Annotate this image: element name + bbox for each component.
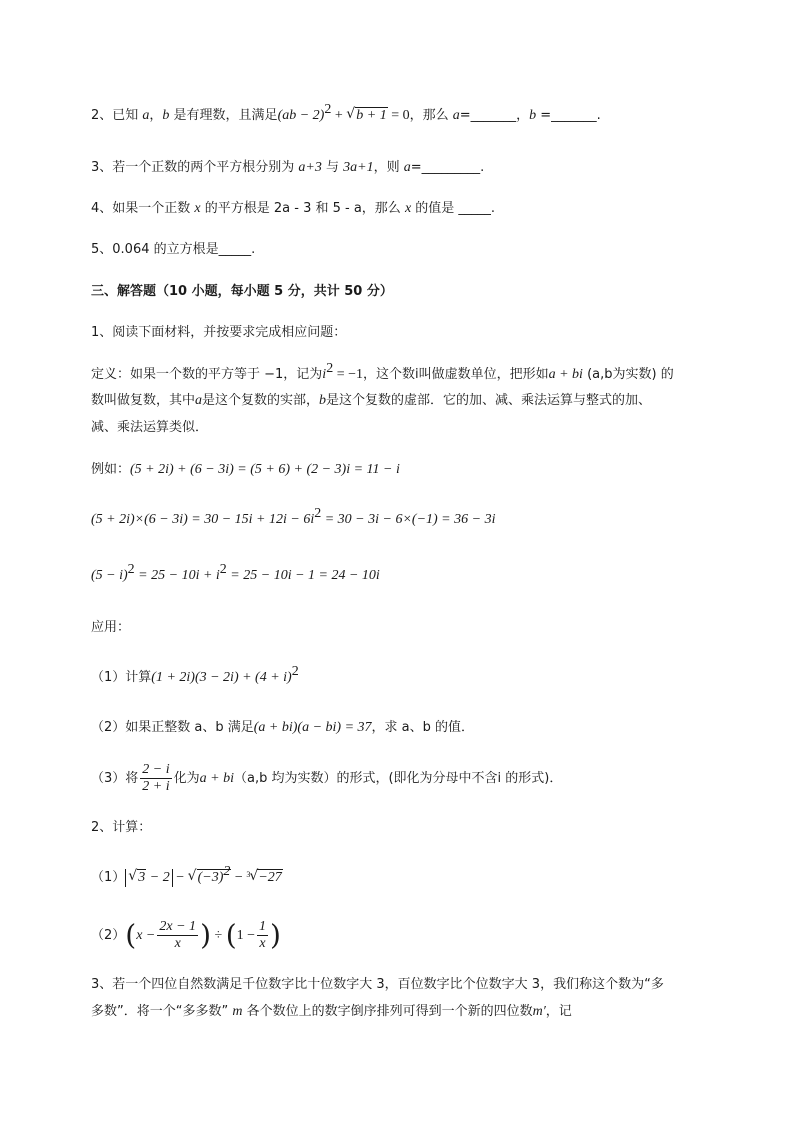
p1-i-val: = −1 xyxy=(333,367,363,382)
p1-sub3-form: a + bi xyxy=(199,771,234,786)
q4-prefix: 4、如果一个正数 xyxy=(91,201,195,216)
p1-sub-1 xyxy=(91,664,299,688)
p2-sub2-x: x − xyxy=(136,928,156,943)
q3-expr2: 3a+1 xyxy=(343,160,374,175)
p2-rad2-exp: 2 xyxy=(223,864,231,879)
p2-sub2-label: （2） xyxy=(91,928,126,943)
q2-var-a: a xyxy=(142,108,150,123)
p1-sub1-label: （1）计算 xyxy=(91,670,152,685)
p1-sub3-tail: （a,b 均为实数）的形式，(即化为分母中不含i 的形式)． xyxy=(233,771,563,786)
p1-ex3-a: (5 − i) xyxy=(91,568,128,583)
p3-m: m xyxy=(232,1004,243,1019)
q2-expr: (ab − 2) xyxy=(277,108,325,123)
q2-eq0: = 0 xyxy=(387,108,410,123)
p1-i: i xyxy=(322,367,327,382)
p1-ex2-exp: 2 xyxy=(314,506,322,521)
p1-ex3-b: = 25 − 10i + i xyxy=(134,568,220,583)
fill-question-4 xyxy=(91,199,495,219)
p2-minus2: − 2 xyxy=(146,870,170,885)
q3-prefix: 3、若一个正数的两个平方根分别为 xyxy=(91,160,299,175)
section-heading: 三、解答题（10 小题，每小题 5 分，共计 50 分） xyxy=(91,284,393,299)
fraction-numerator: 1 xyxy=(259,919,267,934)
q2-a: a xyxy=(452,108,460,123)
q2-mid: 是有理数，且满足 xyxy=(169,108,278,123)
p1-apply-label: 应用： xyxy=(91,620,131,635)
fill-question-2 xyxy=(91,102,601,126)
p1-sub2-tail: ，求 a、b 的值． xyxy=(371,720,475,735)
q4-mid: 的平方根是 2a - 3 和 5 - a，那么 xyxy=(200,201,405,216)
left-paren: ( xyxy=(225,918,237,952)
p1-definition-line-2 xyxy=(91,391,651,411)
p3-line2-a: 多数”．将一个“多多数” xyxy=(91,1004,233,1019)
p1-example-3 xyxy=(91,562,380,586)
p1-sub-2 xyxy=(91,718,474,738)
problem-1-intro: 1、阅读下面材料，并按要求完成相应问题： xyxy=(91,325,347,340)
p1-ex3-exp1: 2 xyxy=(127,562,135,577)
p2-fraction-1 xyxy=(157,919,198,952)
p2-abs-value xyxy=(125,869,172,887)
q2-prefix: 2、已知 xyxy=(91,108,143,123)
p2-sub2-one: 1 − xyxy=(236,928,256,943)
q2-radicand: b + 1 xyxy=(356,108,387,123)
q2-tail: ，那么 xyxy=(409,108,453,123)
p1-ex3-exp2: 2 xyxy=(219,562,227,577)
p1-sub3-fraction xyxy=(140,762,171,795)
p1-sub1-expr: (1 + 2i)(3 − 2i) + (4 + i) xyxy=(151,670,292,685)
right-paren: ) xyxy=(200,918,211,952)
p3-line2-b: 各个数位上的数字倒序排列可得到一个新的四位数 xyxy=(242,1004,533,1019)
q2-exponent: 2 xyxy=(324,102,332,117)
p2-sqrt-3 xyxy=(128,869,146,887)
fill-question-3 xyxy=(91,158,484,178)
p1-def2-var-b: b xyxy=(319,393,327,408)
p1-def2-var-a: a xyxy=(195,393,203,408)
q2-plus: + xyxy=(331,108,347,123)
p1-def2-b: 是这个复数的实部， xyxy=(202,393,320,408)
p2-sub-1 xyxy=(91,864,283,888)
p2-fraction-2 xyxy=(257,919,268,952)
q4-tail: 的值是 _____. xyxy=(411,201,496,216)
p2-mid-minus: − xyxy=(172,870,188,885)
q3-expr1: a+3 xyxy=(298,160,322,175)
p1-def-b: ，这个数i叫做虚数单位，把形如 xyxy=(362,367,549,382)
p3-m-prime: m′ xyxy=(532,1004,546,1019)
problem-3-line-1: 3、若一个四位自然数满足千位数字比十位数字大 3，百位数字比个位数字大 3，我们称这个数为“多 xyxy=(91,977,664,992)
p1-def2-a: 数叫做复数，其中 xyxy=(91,393,196,408)
p2-cube-root xyxy=(246,868,282,888)
p1-ex2-a: (5 + 2i)×(6 − 3i) = 30 − 15i + 12i − 6i xyxy=(91,512,315,527)
p2-sqrt-neg3-sq xyxy=(188,864,232,888)
q2-blank-a: =_______， xyxy=(459,108,530,123)
fraction-denominator: x xyxy=(174,936,181,951)
p1-sub-3 xyxy=(91,762,562,796)
q3-a: a xyxy=(403,160,411,175)
p1-definition-line-1 xyxy=(91,361,674,385)
q4-x2: x xyxy=(404,201,412,216)
p3-line2-c: ，记 xyxy=(545,1004,572,1019)
p1-example-1 xyxy=(91,460,400,480)
q2-blank-b: =_______. xyxy=(536,108,601,123)
p1-example-1-expr: (5 + 2i) + (6 − 3i) = (5 + 6) + (2 − 3)i = 11 − i xyxy=(130,462,400,477)
p1-def-paren: (a,b为实数) 的 xyxy=(582,367,674,382)
problem-2-intro: 2、计算： xyxy=(91,820,152,835)
fraction-denominator: x xyxy=(259,936,266,951)
q4-x: x xyxy=(194,201,201,216)
p1-example-label: 例如： xyxy=(91,462,131,477)
p1-def-form: a + bi xyxy=(548,367,583,382)
fraction-denominator: 2 + i xyxy=(142,779,170,794)
p2-minus: − xyxy=(231,870,247,885)
p1-def2-c: 是这个复数的虚部．它的加、减、乘法运算与整式的加、 xyxy=(326,393,652,408)
q2-sqrt xyxy=(346,106,387,126)
p2-div: ÷ xyxy=(211,928,226,943)
problem-3-line-2 xyxy=(91,1002,572,1022)
q3-mid: 与 xyxy=(321,160,344,175)
cube-root-radicand: −27 xyxy=(258,870,282,885)
left-paren: ( xyxy=(125,918,137,952)
q2-var-b: b xyxy=(162,108,170,123)
p1-ex3-c: = 25 − 10i − 1 = 24 − 10i xyxy=(226,568,380,583)
fraction-numerator: 2 − i xyxy=(142,762,170,777)
q2-b: b xyxy=(529,108,537,123)
p1-definition-line-3: 减、乘法运算类似． xyxy=(91,420,209,435)
p1-def-a: 定义：如果一个数的平方等于 −1，记为 xyxy=(91,367,323,382)
right-paren: ) xyxy=(270,918,281,952)
p2-sub1-label: （1） xyxy=(91,870,126,885)
p1-sub3-label: （3）将 xyxy=(91,771,139,786)
p2-rad1: 3 xyxy=(138,870,146,885)
p2-sub-2 xyxy=(91,918,281,954)
p1-example-2 xyxy=(91,506,496,530)
p1-sub2-label: （2）如果正整数 a、b 满足 xyxy=(91,720,254,735)
p1-i-exp: 2 xyxy=(326,361,334,376)
p1-ex2-b: = 30 − 3i − 6×(−1) = 36 − 3i xyxy=(321,512,496,527)
p1-sub2-expr: (a + bi)(a − bi) = 37 xyxy=(253,720,372,735)
p1-sub1-exp: 2 xyxy=(291,664,299,679)
fill-question-5: 5、0.064 的立方根是_____. xyxy=(91,242,256,257)
q3-blank: =_________. xyxy=(410,160,485,175)
p1-sub3-mid: 化为 xyxy=(173,771,200,786)
p2-rad2: (−3) xyxy=(197,870,224,885)
fraction-numerator: 2x − 1 xyxy=(159,919,197,934)
cube-root-index: √ 3 xyxy=(246,870,251,879)
q3-tail: ，则 xyxy=(373,160,404,175)
q2-sep: ， xyxy=(149,108,163,123)
